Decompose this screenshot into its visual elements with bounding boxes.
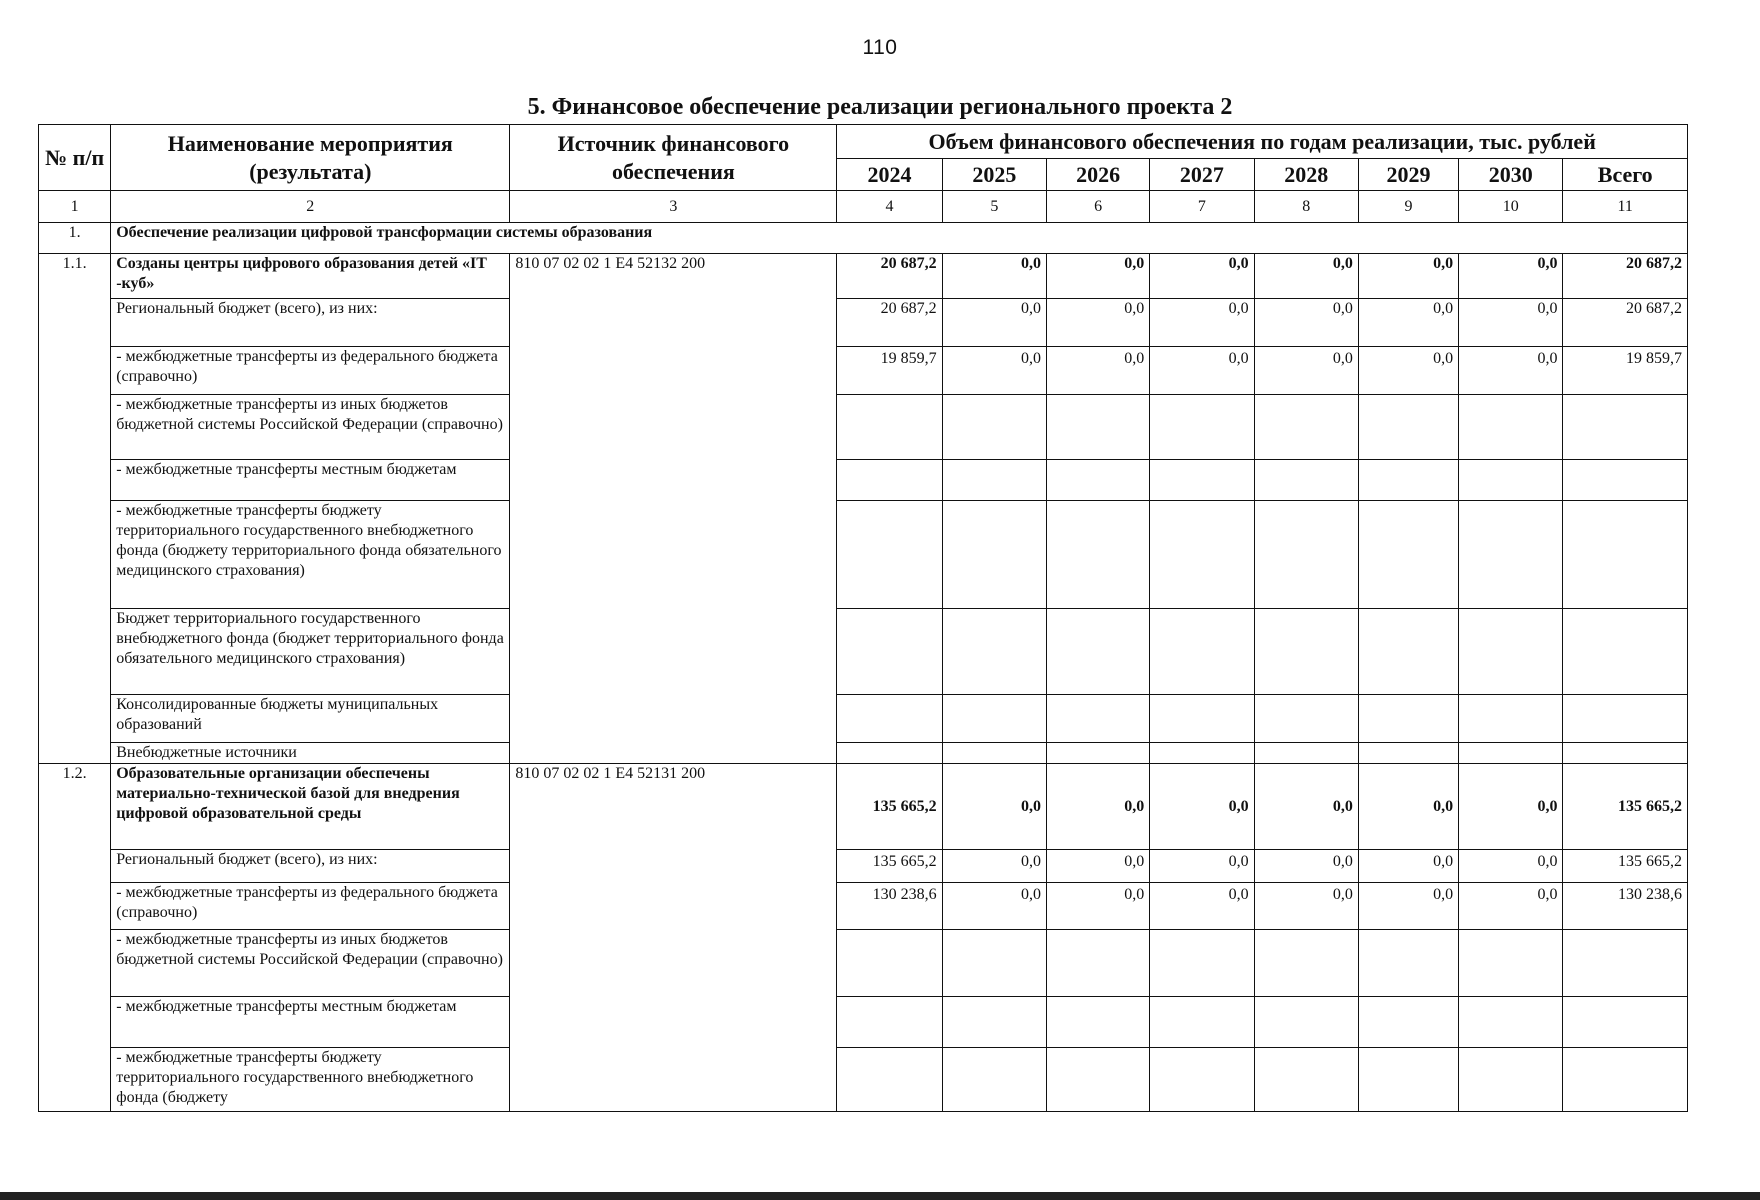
value-cell	[1358, 460, 1458, 501]
value-cell	[1358, 609, 1458, 695]
section-number: 1.	[39, 223, 111, 254]
value-cell: 0,0	[1358, 850, 1458, 883]
value-cell	[1459, 460, 1563, 501]
header-year: 2029	[1358, 159, 1458, 191]
row-name: Региональный бюджет (всего), из них:	[111, 850, 510, 883]
document-title: 5. Финансовое обеспечение реализации регионального проекта 2	[527, 94, 1233, 120]
value-cell	[837, 743, 942, 764]
value-cell	[1563, 743, 1688, 764]
row-name: - межбюджетные трансферты из федерального бюджета (справочно)	[111, 347, 510, 395]
value-cell: 0,0	[1254, 254, 1358, 299]
item-number: 1.1.	[39, 254, 111, 764]
value-cell	[1150, 997, 1254, 1048]
value-cell: 0,0	[1358, 347, 1458, 395]
row-name: Образовательные организации обеспечены материально-технической базой для внедрения цифровой образовательной среды	[111, 764, 510, 850]
value-cell: 0,0	[1150, 850, 1254, 883]
row-name: Бюджет территориального государственного внебюджетного фонда (бюджет территориального фонда обязательного медицинского страхования)	[111, 609, 510, 695]
value-cell: 0,0	[1358, 764, 1458, 850]
value-cell	[1150, 930, 1254, 997]
value-cell	[837, 930, 942, 997]
value-cell	[1563, 609, 1688, 695]
value-cell: 0,0	[1459, 254, 1563, 299]
value-cell	[1254, 930, 1358, 997]
table-row	[39, 299, 1688, 347]
value-cell: 20 687,2	[1563, 299, 1688, 347]
value-cell: 135 665,2	[1563, 764, 1688, 850]
table-row	[39, 1048, 1688, 1112]
value-cell	[1358, 501, 1458, 609]
value-cell	[942, 501, 1046, 609]
table-row	[39, 501, 1688, 609]
item-number: 1.2.	[39, 764, 111, 1112]
value-cell	[1358, 695, 1458, 743]
value-cell	[1046, 743, 1149, 764]
row-name: - межбюджетные трансферты из иных бюджетов бюджетной системы Российской Федерации (справочно)	[111, 395, 510, 460]
value-cell	[1459, 997, 1563, 1048]
value-cell	[837, 460, 942, 501]
value-cell	[837, 1048, 942, 1112]
value-cell	[1046, 1048, 1149, 1112]
value-cell	[1459, 695, 1563, 743]
column-number: 2	[111, 191, 510, 223]
financing-table	[38, 124, 1688, 1112]
value-cell	[942, 743, 1046, 764]
table-row	[39, 743, 1688, 764]
header-year: Всего	[1563, 159, 1688, 191]
row-name: Региональный бюджет (всего), из них:	[111, 299, 510, 347]
value-cell: 135 665,2	[1563, 850, 1688, 883]
value-cell	[1563, 997, 1688, 1048]
value-cell	[1046, 930, 1149, 997]
header-year: 2024	[837, 159, 942, 191]
value-cell: 0,0	[942, 850, 1046, 883]
value-cell	[1563, 460, 1688, 501]
value-cell: 0,0	[1150, 254, 1254, 299]
value-cell	[1459, 1048, 1563, 1112]
value-cell: 135 665,2	[837, 764, 942, 850]
value-cell	[837, 609, 942, 695]
value-cell	[1358, 395, 1458, 460]
value-cell	[1046, 395, 1149, 460]
row-name: Внебюджетные источники	[111, 743, 510, 764]
column-number: 7	[1150, 191, 1254, 223]
value-cell	[1459, 501, 1563, 609]
value-cell: 0,0	[1254, 850, 1358, 883]
value-cell	[1459, 930, 1563, 997]
value-cell	[942, 695, 1046, 743]
column-number: 9	[1358, 191, 1458, 223]
header-source: Источник финансового обеспечения	[510, 125, 837, 191]
header-name: Наименование мероприятия (результата)	[111, 125, 510, 191]
value-cell	[837, 695, 942, 743]
value-cell: 0,0	[1046, 883, 1149, 930]
row-name: - межбюджетные трансферты из федерального бюджета (справочно)	[111, 883, 510, 930]
value-cell	[942, 930, 1046, 997]
value-cell	[942, 395, 1046, 460]
column-number: 1	[39, 191, 111, 223]
value-cell: 19 859,7	[837, 347, 942, 395]
row-name: Созданы центры цифрового образования детей «IT -куб»	[111, 254, 510, 299]
table-row	[39, 609, 1688, 695]
table-row	[39, 254, 1688, 299]
value-cell	[1358, 930, 1458, 997]
header-year: 2026	[1046, 159, 1149, 191]
value-cell: 130 238,6	[837, 883, 942, 930]
section-row	[39, 223, 1688, 254]
value-cell	[1150, 460, 1254, 501]
row-name: - межбюджетные трансферты из иных бюджетов бюджетной системы Российской Федерации (справочно)	[111, 930, 510, 997]
value-cell	[1046, 695, 1149, 743]
funding-source-code: 810 07 02 02 1 E4 52132 200	[510, 254, 837, 764]
value-cell: 130 238,6	[1563, 883, 1688, 930]
value-cell	[1150, 695, 1254, 743]
value-cell: 0,0	[1358, 883, 1458, 930]
value-cell	[1563, 395, 1688, 460]
value-cell: 19 859,7	[1563, 347, 1688, 395]
value-cell	[1046, 501, 1149, 609]
value-cell	[1150, 395, 1254, 460]
table-row	[39, 883, 1688, 930]
value-cell: 0,0	[1046, 254, 1149, 299]
page-number: 110	[862, 36, 898, 59]
value-cell	[837, 997, 942, 1048]
value-cell	[1254, 395, 1358, 460]
value-cell	[1254, 609, 1358, 695]
value-cell: 0,0	[1254, 764, 1358, 850]
value-cell	[1563, 695, 1688, 743]
value-cell: 0,0	[1459, 299, 1563, 347]
value-cell	[1150, 501, 1254, 609]
value-cell: 0,0	[1046, 347, 1149, 395]
value-cell: 0,0	[942, 299, 1046, 347]
value-cell	[1563, 930, 1688, 997]
header-no: № п/п	[39, 125, 111, 191]
value-cell: 0,0	[942, 883, 1046, 930]
value-cell	[1563, 501, 1688, 609]
value-cell	[1254, 743, 1358, 764]
value-cell	[1150, 1048, 1254, 1112]
value-cell: 0,0	[1254, 883, 1358, 930]
funding-source-code: 810 07 02 02 1 E4 52131 200	[510, 764, 837, 1112]
value-cell	[942, 609, 1046, 695]
value-cell: 0,0	[942, 347, 1046, 395]
value-cell: 0,0	[1459, 764, 1563, 850]
column-number: 4	[837, 191, 942, 223]
value-cell: 0,0	[1046, 299, 1149, 347]
value-cell: 0,0	[1150, 764, 1254, 850]
column-numbers-row	[39, 191, 1688, 223]
value-cell: 0,0	[1046, 764, 1149, 850]
column-number: 5	[942, 191, 1046, 223]
value-cell: 0,0	[1459, 850, 1563, 883]
table-row	[39, 695, 1688, 743]
value-cell: 0,0	[942, 764, 1046, 850]
table-row	[39, 764, 1688, 850]
value-cell	[942, 460, 1046, 501]
row-name: - межбюджетные трансферты бюджету территориального государственного внебюджетного фонда (бюджету территориального фонда обязательного медицинского страхования)	[111, 501, 510, 609]
value-cell	[1150, 609, 1254, 695]
value-cell: 20 687,2	[1563, 254, 1688, 299]
column-number: 10	[1459, 191, 1563, 223]
row-name: - межбюджетные трансферты бюджету территориального государственного внебюджетного фонда (бюджету	[111, 1048, 510, 1112]
value-cell	[1046, 997, 1149, 1048]
value-cell	[942, 1048, 1046, 1112]
value-cell: 20 687,2	[837, 299, 942, 347]
value-cell: 0,0	[1358, 299, 1458, 347]
value-cell: 0,0	[1150, 299, 1254, 347]
value-cell: 0,0	[1046, 850, 1149, 883]
column-number: 8	[1254, 191, 1358, 223]
value-cell	[1254, 501, 1358, 609]
table-row	[39, 850, 1688, 883]
value-cell	[1254, 997, 1358, 1048]
value-cell	[1358, 743, 1458, 764]
value-cell	[1254, 695, 1358, 743]
value-cell	[1563, 1048, 1688, 1112]
value-cell: 0,0	[1254, 347, 1358, 395]
table-row	[39, 347, 1688, 395]
value-cell: 0,0	[1150, 883, 1254, 930]
value-cell	[1459, 743, 1563, 764]
section-name: Обеспечение реализации цифровой трансформации системы образования	[111, 223, 1688, 254]
column-number: 6	[1046, 191, 1149, 223]
table-row	[39, 395, 1688, 460]
header-year: 2027	[1150, 159, 1254, 191]
row-name: Консолидированные бюджеты муниципальных образований	[111, 695, 510, 743]
table-row	[39, 460, 1688, 501]
value-cell	[1358, 997, 1458, 1048]
value-cell	[1254, 1048, 1358, 1112]
value-cell: 0,0	[1150, 347, 1254, 395]
header-volume: Объем финансового обеспечения по годам реализации, тыс. рублей	[837, 125, 1688, 159]
value-cell	[837, 395, 942, 460]
value-cell: 0,0	[1254, 299, 1358, 347]
value-cell	[1459, 609, 1563, 695]
header-year: 2030	[1459, 159, 1563, 191]
table-row	[39, 997, 1688, 1048]
value-cell	[1459, 395, 1563, 460]
value-cell	[1150, 743, 1254, 764]
value-cell: 0,0	[942, 254, 1046, 299]
value-cell	[942, 997, 1046, 1048]
value-cell	[1358, 1048, 1458, 1112]
value-cell	[1254, 460, 1358, 501]
value-cell: 135 665,2	[837, 850, 942, 883]
value-cell	[1046, 460, 1149, 501]
column-number: 11	[1563, 191, 1688, 223]
scan-edge	[0, 1192, 1760, 1200]
value-cell: 20 687,2	[837, 254, 942, 299]
value-cell: 0,0	[1459, 347, 1563, 395]
value-cell	[1046, 609, 1149, 695]
column-number: 3	[510, 191, 837, 223]
row-name: - межбюджетные трансферты местным бюджетам	[111, 997, 510, 1048]
table-row	[39, 930, 1688, 997]
header-year: 2025	[942, 159, 1046, 191]
row-name: - межбюджетные трансферты местным бюджетам	[111, 460, 510, 501]
value-cell: 0,0	[1459, 883, 1563, 930]
header-year: 2028	[1254, 159, 1358, 191]
value-cell	[837, 501, 942, 609]
value-cell: 0,0	[1358, 254, 1458, 299]
